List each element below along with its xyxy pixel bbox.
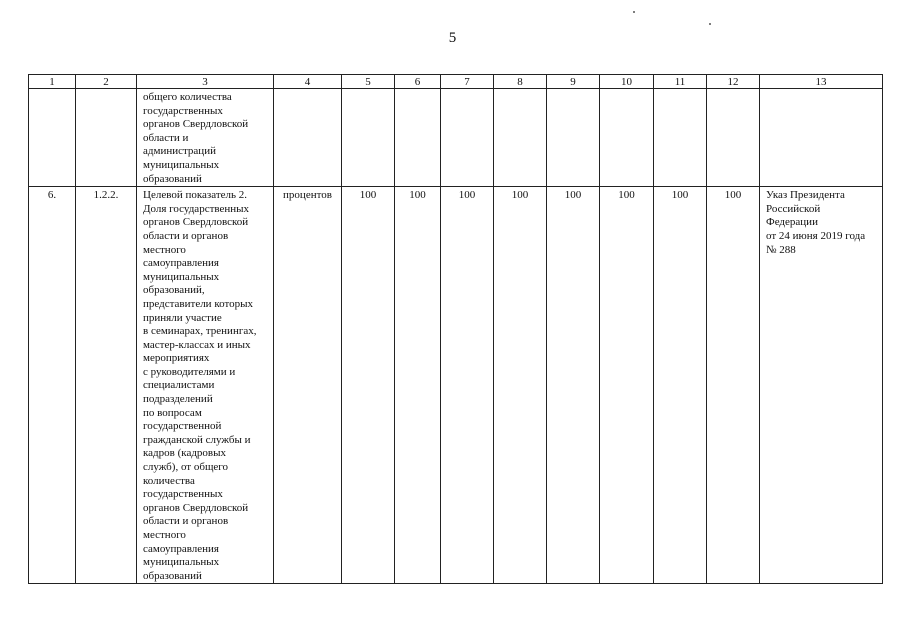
empty-cell [494,89,547,187]
unit-cell: процентов [274,187,342,584]
page-number: 5 [448,30,457,46]
column-header: 10 [600,75,654,89]
indicator-text-cell: Целевой показатель 2. Доля государственных органов Свердловской области и органов местного самоуправления муниципальных образований, представители которых приняли участие в семинарах, тренингах, мастер-классах и иных мероприятиях с руководителями и специалистами подразделений по вопросам государственной гражданской службы и кадров (кадровых служб), от общего количества государственных органов Свердловской области и органов местного самоуправления муниципальных образований [137,187,274,584]
scan-speck [709,23,711,25]
empty-cell [547,89,600,187]
empty-cell [760,89,883,187]
value-cell: 100 [600,187,654,584]
table-row-continuation [29,89,883,187]
empty-cell [76,89,137,187]
column-header: 2 [76,75,137,89]
column-header: 9 [547,75,600,89]
column-header: 1 [29,75,76,89]
column-header: 13 [760,75,883,89]
empty-cell [707,89,760,187]
column-header: 3 [137,75,274,89]
empty-cell [600,89,654,187]
column-header: 5 [342,75,395,89]
table-row [29,187,883,584]
column-header: 7 [441,75,494,89]
value-cell: 100 [342,187,395,584]
value-cell: 100 [547,187,600,584]
column-header: 4 [274,75,342,89]
empty-cell [654,89,707,187]
empty-cell [274,89,342,187]
empty-cell [29,89,76,187]
value-cell: 100 [494,187,547,584]
value-cell: 100 [654,187,707,584]
indicator-text-cell: общего количества государственных органов Свердловской области и администраций муниципальных образований [137,89,274,187]
value-cell: 100 [441,187,494,584]
empty-cell [441,89,494,187]
column-header: 12 [707,75,760,89]
value-cell: 100 [707,187,760,584]
row-code-cell: 1.2.2. [76,187,137,584]
legal-basis-cell: Указ Президента Российской Федерации от 24 июня 2019 года № 288 [760,187,883,584]
column-header: 11 [654,75,707,89]
column-header: 8 [494,75,547,89]
scan-speck [633,11,635,13]
column-header: 6 [395,75,441,89]
row-number-cell: 6. [29,187,76,584]
table-header-row [29,75,883,89]
indicators-table [28,74,883,584]
empty-cell [342,89,395,187]
empty-cell [395,89,441,187]
value-cell: 100 [395,187,441,584]
